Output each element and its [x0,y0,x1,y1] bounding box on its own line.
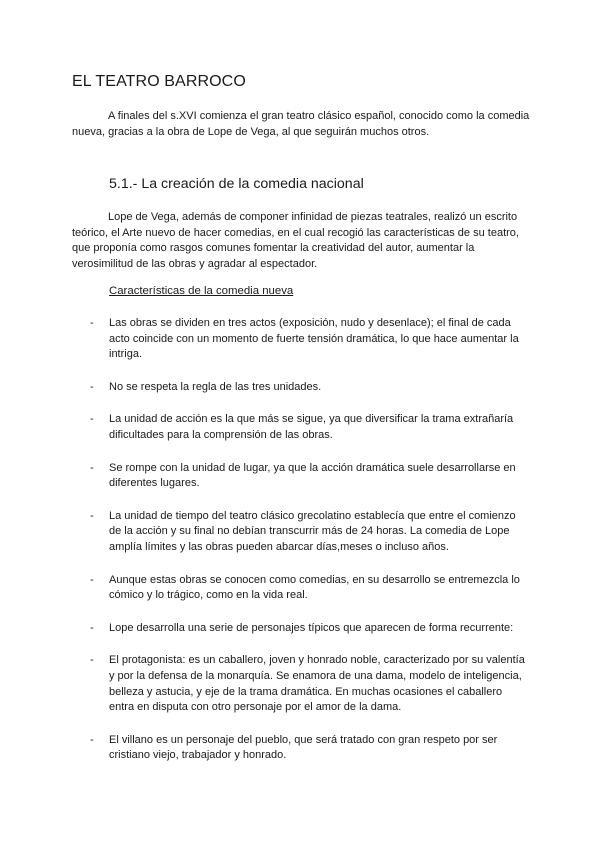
list-item-text: No se respeta la regla de las tres unidades. [109,380,322,393]
list-item-text: Las obras se dividen en tres actos (exposición, nudo y desenlace); el final de cada acto coincide con un momento de fuerte tensión dramática, lo que hace aumentar la intriga. [109,317,519,361]
list-item-text: Se rompe con la unidad de lugar, ya que la acción dramática suele desarrollarse en diferentes lugares. [109,461,516,490]
list-item [72,573,530,604]
bullet-dash: - [90,733,94,746]
list-item [72,412,530,443]
list-item-text: Aunque estas obras se conocen como comedias, en su desarrollo se entremezcla lo cómico y lo trágico, como en la vida real. [109,573,520,602]
list-item [72,316,530,363]
list-item [72,733,530,764]
list-item [72,621,530,637]
subsection-title: Características de la comedia nueva [109,285,294,297]
bullet-dash: - [90,317,94,329]
intro-paragraph: A finales del s.XVI comienza el gran teatro clásico español, conocido como la comedia nueva, gracias a la obra de Lope de Vega, al que seguirán muchos otros. [72,110,530,138]
list-item [72,461,530,492]
list-item-text: La unidad de tiempo del teatro clásico grecolatino establecía que entre el comienzo de la acción y su final no debían transcurrir más de 24 horas. La comedia de Lope amplía límites y las obras pueden abarcar días,meses o incluso años. [109,509,516,553]
bullet-dash: - [90,654,94,667]
document-title: EL TEATRO BARROCO [72,73,246,90]
list-item-text: La unidad de acción es la que más se sigue, ya que diversificar la trama extrañaría dificultades para la comprensión de las obras. [109,413,514,441]
bullet-dash: - [90,380,94,393]
list-item-text: El villano es un personaje del pueblo, que será tratado con gran respeto por ser cristiano viejo, trabajador y honrado. [109,733,498,762]
bullet-dash: - [90,461,94,474]
list-item [72,653,530,715]
bullet-dash: - [90,509,94,522]
section-paragraph: Lope de Vega, además de componer infinidad de piezas teatrales, realizó un escrito teórico, el Arte nuevo de hacer comedias, en el cual recogió las características de su teatro, que proponía como rasgos comunes fomentar la creatividad del autor, aumentar la verosimilitud de las obras y agradar al espectador. [72,211,519,270]
bullet-dash: - [90,621,94,634]
section-title: 5.1.- La creación de la comedia nacional [109,176,364,192]
list-item-text: Lope desarrolla una serie de personajes típicos que aparecen de forma recurrente: [109,621,514,634]
list-item [72,380,530,396]
bullet-dash: - [90,573,94,586]
list-item-text: El protagonista: es un caballero, joven y honrado noble, caracterizado por su valentía y por la defensa de la monarquía. Se enamora de una dama, modelo de inteligencia, belleza y astucia, y eje de la trama dramática. En muchas ocasiones el caballero entra en disputa con otro personaje por el amor de la dama. [109,654,525,714]
bullet-dash: - [90,413,94,426]
list-item [72,509,530,556]
characteristics-list [72,316,530,781]
